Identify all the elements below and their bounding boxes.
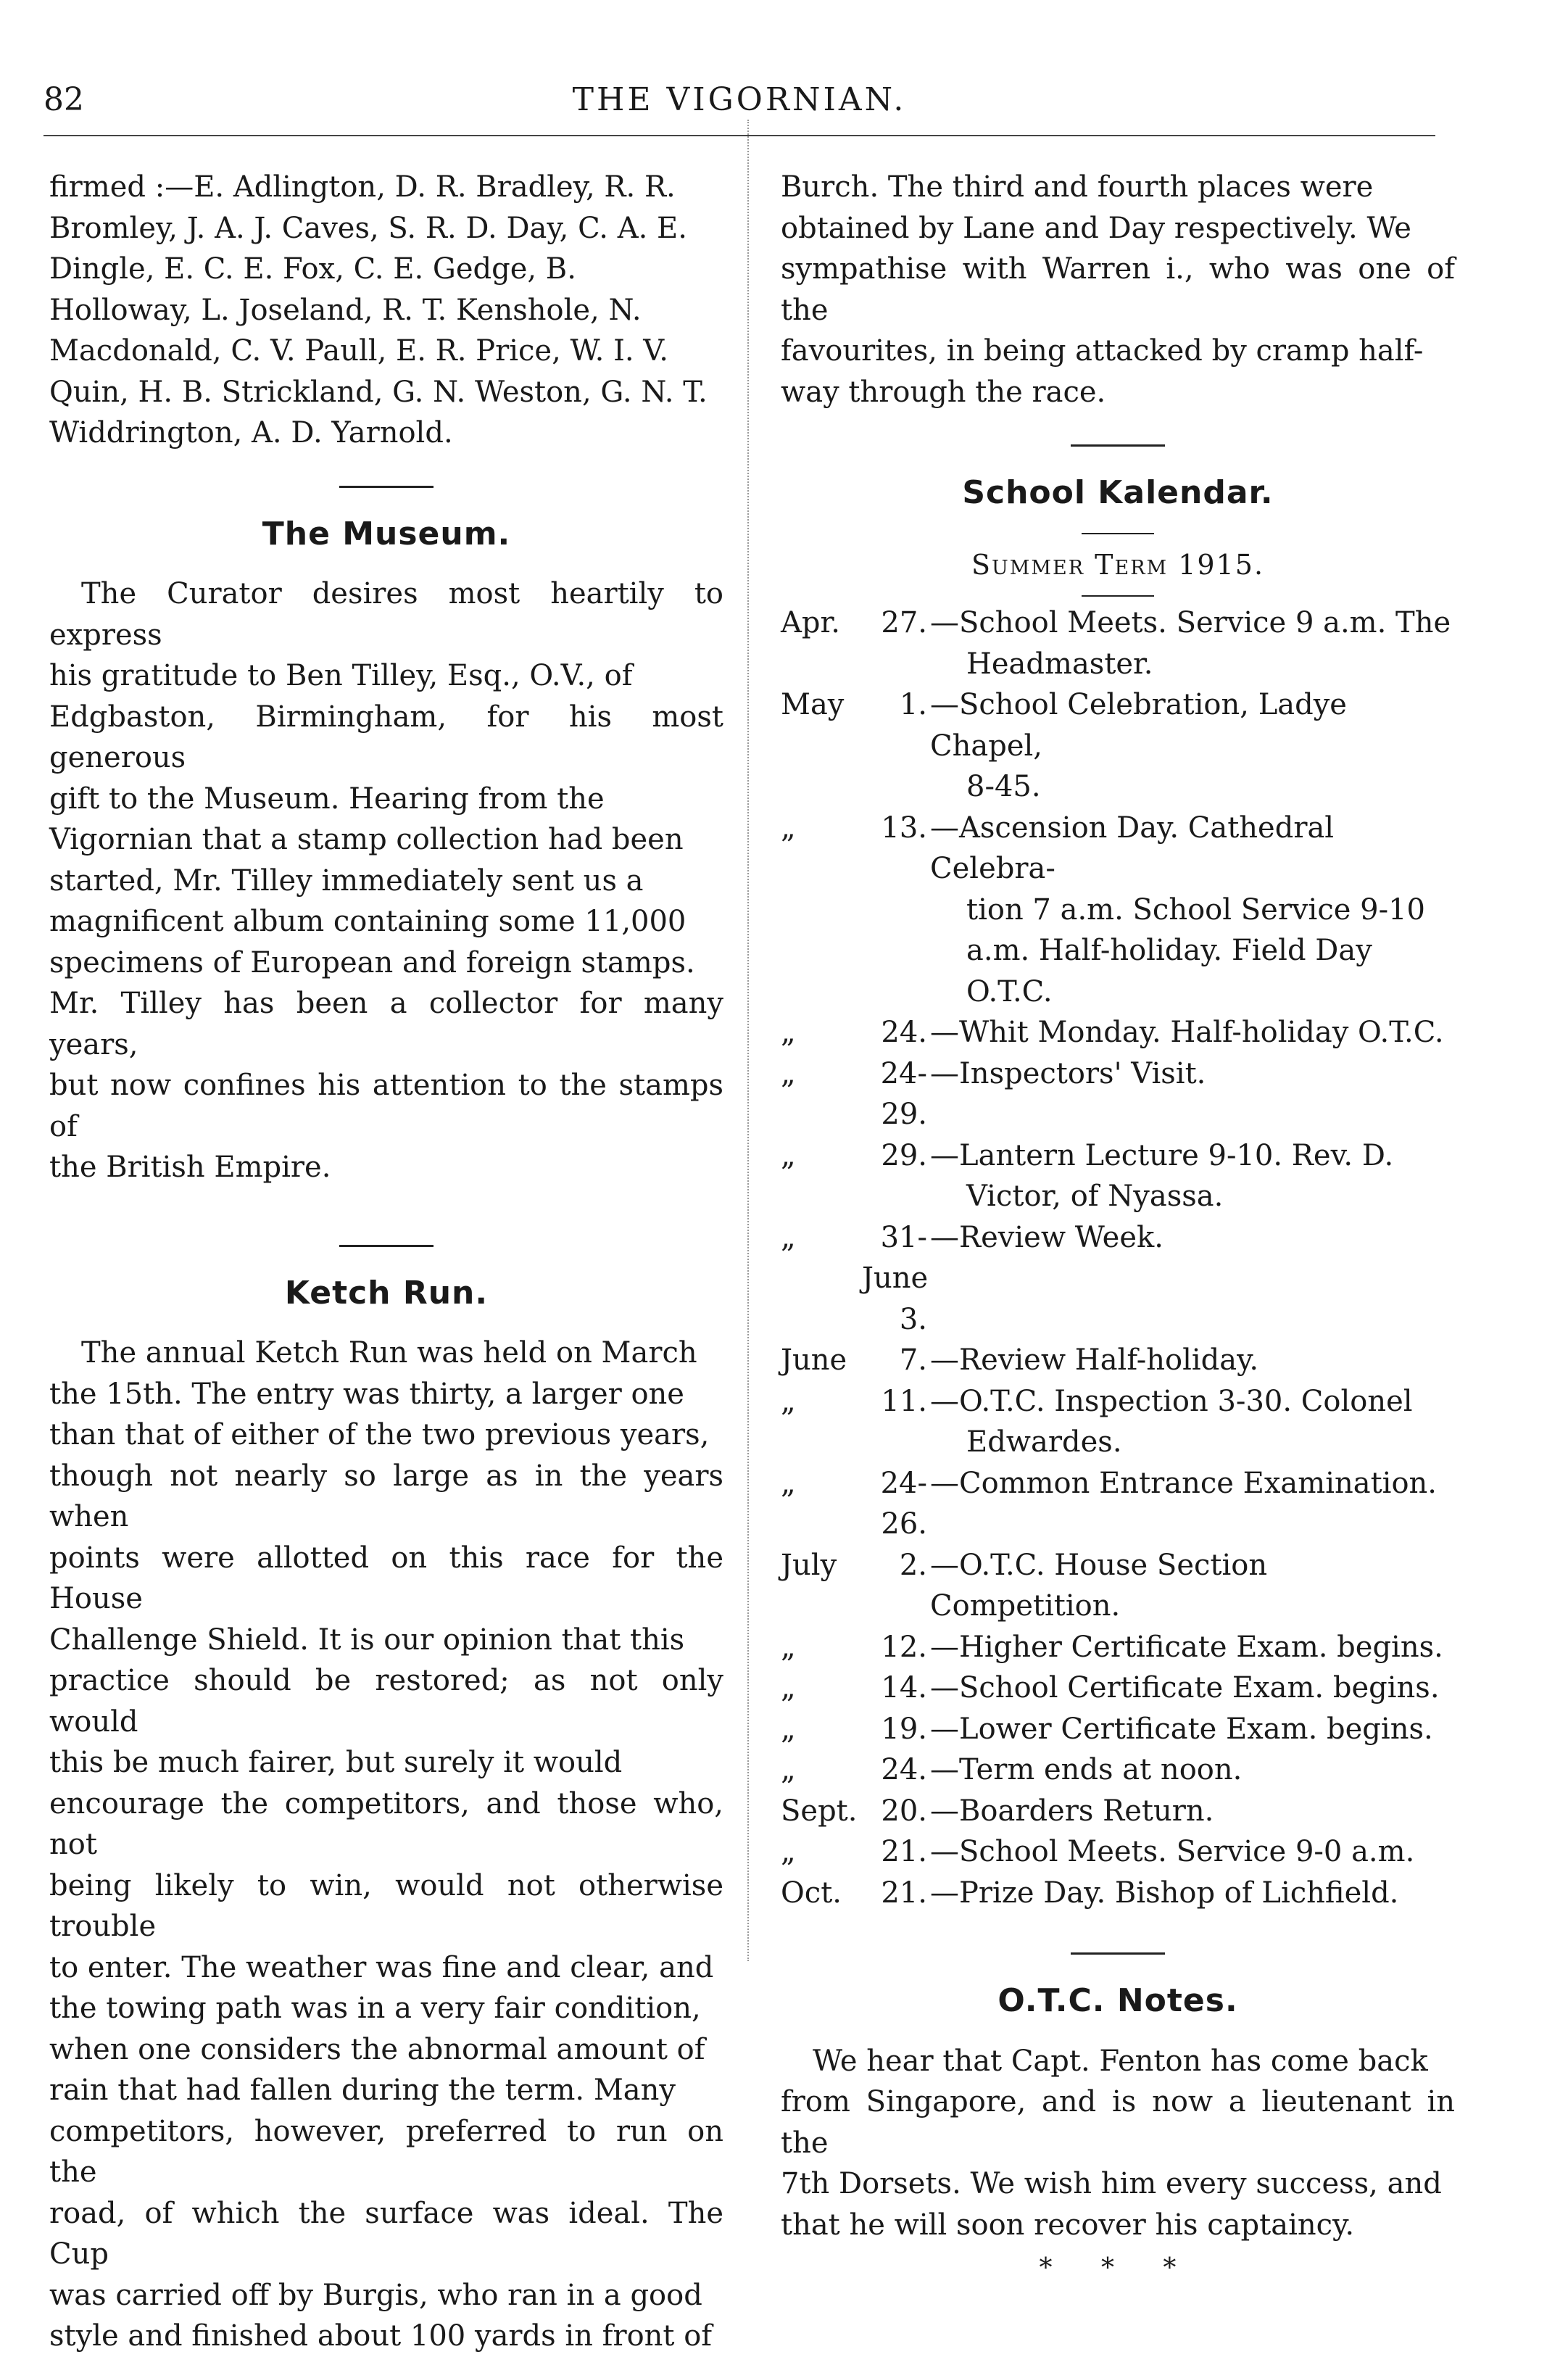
calendar-event: —School Certificate Exam. begins. — [930, 1671, 1440, 1704]
calendar-month: „ — [781, 1753, 796, 1786]
calendar-entry — [781, 1381, 1455, 1422]
text-line: The Curator desires most heartily to express — [49, 577, 723, 652]
text-line: way through the race. — [781, 375, 1106, 409]
text-line: Burch. The third and fourth places were — [781, 170, 1374, 204]
text-line: that he will soon recover his captaincy. — [781, 2208, 1355, 2242]
calendar-month: „ — [781, 1220, 796, 1254]
right-column — [781, 167, 1455, 2290]
calendar-event-continuation: Victor, of Nyassa. — [966, 1180, 1224, 1213]
calendar-day: 24. — [881, 1016, 927, 1049]
calendar-entry — [781, 1463, 1455, 1545]
calendar-day: 29. — [881, 1138, 927, 1172]
calendar-day: 11. — [881, 1384, 927, 1418]
calendar-event: —Review Half-holiday. — [930, 1343, 1259, 1377]
calendar-entry — [781, 684, 1455, 766]
calendar-day: 2. — [899, 1548, 927, 1582]
calendar-event: —School Meets. Service 9 a.m. The — [930, 606, 1451, 639]
section-rule — [339, 1245, 434, 1247]
museum-article — [49, 573, 723, 1188]
text-line: started, Mr. Tilley immediately sent us a — [49, 863, 644, 898]
ketch-run-article — [49, 1333, 723, 2357]
text-line: specimens of European and foreign stamps. — [49, 945, 695, 979]
text-line: Bromley, J. A. J. Caves, S. R. D. Day, C. A. E. — [49, 211, 687, 245]
text-line: than that of either of the two previous years, — [49, 1418, 710, 1451]
calendar-month: Oct. — [781, 1876, 842, 1910]
calendar-event: —Whit Monday. Half-holiday O.T.C. — [930, 1016, 1444, 1049]
calendar-event: —Boarders Return. — [930, 1794, 1214, 1828]
calendar-event: —Common Entrance Examination. — [930, 1466, 1438, 1500]
section-rule — [1082, 595, 1154, 597]
calendar-day: 24-29. — [880, 1056, 927, 1131]
calendar-day: 19. — [881, 1712, 927, 1746]
calendar-entry — [781, 1791, 1455, 1832]
calendar-event: —Higher Certificate Exam. begins. — [930, 1630, 1443, 1664]
calendar-entry — [781, 1135, 1455, 1177]
text-line: encourage the competitors, and those who, not — [49, 1786, 723, 1861]
text-line: but now confines his attention to the stamps of — [49, 1069, 723, 1143]
calendar-month: „ — [781, 811, 796, 845]
calendar-month: June — [781, 1343, 847, 1377]
text-line: though not nearly so large as in the years when — [49, 1459, 723, 1533]
calendar-month: „ — [781, 1671, 796, 1704]
calendar-entry — [781, 1545, 1455, 1627]
ketch-run-heading: Ketch Run. — [284, 1274, 489, 1312]
text-line: his gratitude to Ben Tilley, Esq., O.V., of — [49, 659, 633, 692]
calendar-month: „ — [781, 1835, 796, 1868]
text-line: favourites, in being attacked by cramp half- — [781, 334, 1424, 368]
text-line: Challenge Shield. It is our opinion that this — [49, 1623, 685, 1657]
calendar-month: „ — [781, 1466, 796, 1500]
calendar-month: July — [781, 1548, 837, 1582]
calendar-entry — [781, 1217, 1455, 1341]
ketch-run-continuation — [781, 167, 1455, 413]
calendar-list — [781, 602, 1455, 1913]
calendar-event-continuation: O.T.C. — [966, 974, 1053, 1008]
calendar-event: —School Meets. Service 9-0 a.m. — [930, 1835, 1415, 1868]
calendar-event: —Lantern Lecture 9-10. Rev. D. — [930, 1138, 1394, 1172]
section-rule — [1071, 1952, 1165, 1955]
calendar-entry — [781, 1627, 1455, 1668]
term-subheading: Summer Term 1915. — [971, 548, 1265, 581]
calendar-entry — [781, 1053, 1455, 1135]
otc-notes-heading: O.T.C. Notes. — [997, 1982, 1238, 2019]
text-line: Vigornian that a stamp collection had been — [49, 823, 684, 856]
text-line: Holloway, L. Joseland, R. T. Kenshole, N. — [49, 293, 642, 327]
text-line: to enter. The weather was fine and clear, and — [49, 1950, 714, 1984]
calendar-day: 31-June 3. — [862, 1220, 929, 1336]
calendar-month: Apr. — [781, 606, 840, 639]
text-line: the 15th. The entry was thirty, a larger one — [49, 1377, 684, 1411]
text-line: Dingle, E. C. E. Fox, C. E. Gedge, B. — [49, 252, 576, 286]
text-line: obtained by Lane and Day respectively. We — [781, 211, 1411, 245]
calendar-entry — [781, 1873, 1455, 1914]
text-line: magnificent album containing some 11,000 — [49, 905, 686, 938]
calendar-entry — [781, 602, 1455, 644]
museum-heading: The Museum. — [262, 515, 511, 552]
text-line: sympathise with Warren i., who was one of the — [781, 252, 1455, 327]
text-line: Mr. Tilley has been a collector for many years, — [49, 987, 723, 1061]
text-line: was carried off by Burgis, who ran in a good — [49, 2278, 702, 2312]
calendar-day: 21. — [881, 1835, 927, 1868]
text-line: competitors, however, preferred to run on the — [49, 2114, 723, 2189]
text-line: the towing path was in a very fair condition, — [49, 1992, 701, 2025]
text-line: We hear that Capt. Fenton has come back — [813, 2044, 1428, 2078]
left-column — [49, 167, 723, 2357]
text-line: style and finished about 100 yards in front of — [49, 2319, 713, 2353]
calendar-month: May — [781, 688, 845, 721]
calendar-event: —O.T.C. House Section Competition. — [930, 1548, 1268, 1623]
calendar-event: —Term ends at noon. — [930, 1753, 1243, 1786]
header-rule — [43, 135, 1435, 136]
text-line: Quin, H. B. Strickland, G. N. Weston, G. N. T. — [49, 375, 708, 409]
calendar-event-continuation: tion 7 a.m. School Service 9-10 — [966, 892, 1425, 927]
calendar-month: „ — [781, 1384, 796, 1418]
calendar-day: 7. — [899, 1343, 927, 1377]
calendar-day: 20. — [881, 1794, 927, 1828]
calendar-day: 24-26. — [880, 1466, 927, 1541]
kalendar-heading: School Kalendar. — [962, 474, 1274, 511]
section-rule — [339, 486, 434, 488]
text-line: when one considers the abnormal amount of — [49, 2032, 705, 2066]
calendar-day: 12. — [881, 1630, 927, 1664]
calendar-month: „ — [781, 1138, 796, 1172]
text-line: rain that had fallen during the term. Many — [49, 2074, 676, 2107]
calendar-entry — [781, 808, 1455, 890]
running-header — [43, 81, 1435, 125]
otc-notes-article — [781, 2041, 1455, 2246]
text-line: gift to the Museum. Hearing from the — [49, 782, 605, 816]
calendar-event: —School Celebration, Ladye Chapel, — [930, 688, 1347, 763]
column-divider — [747, 120, 749, 1961]
running-title: THE VIGORNIAN. — [572, 81, 907, 118]
calendar-entry — [781, 1709, 1455, 1750]
calendar-entry — [781, 1749, 1455, 1791]
calendar-day: 14. — [881, 1671, 927, 1704]
text-line: Widdrington, A. D. Yarnold. — [49, 416, 453, 450]
calendar-event: —Prize Day. Bishop of Lichfield. — [930, 1876, 1399, 1910]
calendar-event: —Ascension Day. Cathedral Celebra- — [930, 811, 1335, 885]
calendar-day: 13. — [881, 811, 927, 845]
text-line: firmed :—E. Adlington, D. R. Bradley, R. R. — [49, 170, 676, 204]
text-line: The annual Ketch Run was held on March — [81, 1336, 697, 1370]
calendar-entry — [781, 1012, 1455, 1053]
calendar-month: „ — [781, 1712, 796, 1746]
calendar-day: 1. — [899, 688, 927, 721]
text-line: being likely to win, would not otherwise trouble — [49, 1868, 723, 1943]
name-list — [49, 167, 723, 454]
calendar-event: —Review Week. — [930, 1220, 1163, 1254]
text-line: road, of which the surface was ideal. The Cup — [49, 2196, 723, 2271]
end-stars: * * * — [1039, 2253, 1197, 2283]
calendar-month: „ — [781, 1016, 796, 1049]
calendar-day: 27. — [881, 606, 927, 639]
calendar-event-continuation: 8-45. — [966, 770, 1041, 803]
calendar-day: 21. — [881, 1876, 927, 1910]
text-line: Edgbaston, Birmingham, for his most generous — [49, 700, 723, 774]
text-line: the British Empire. — [49, 1151, 331, 1184]
text-line: 7th Dorsets. We wish him every success, and — [781, 2167, 1442, 2200]
page-number: 82 — [43, 81, 84, 118]
text-line: from Singapore, and is now a lieutenant in the — [781, 2085, 1455, 2160]
section-rule — [1082, 533, 1154, 534]
calendar-entry — [781, 1668, 1455, 1709]
calendar-event: —O.T.C. Inspection 3-30. Colonel — [930, 1384, 1413, 1418]
section-rule — [1071, 444, 1165, 447]
calendar-month: Sept. — [781, 1794, 858, 1828]
calendar-entry — [781, 1831, 1455, 1873]
calendar-event-continuation: Edwardes. — [966, 1425, 1122, 1459]
calendar-event-continuation: Headmaster. — [966, 647, 1153, 681]
text-line: this be much fairer, but surely it would — [49, 1746, 623, 1779]
calendar-entry — [781, 1340, 1455, 1381]
text-line: Macdonald, C. V. Paull, E. R. Price, W. I. V. — [49, 334, 668, 368]
calendar-month: „ — [781, 1056, 796, 1090]
calendar-event-continuation: a.m. Half-holiday. Field Day — [966, 934, 1372, 967]
calendar-event: —Inspectors' Visit. — [930, 1056, 1206, 1090]
calendar-month: „ — [781, 1630, 796, 1664]
calendar-event: —Lower Certificate Exam. begins. — [930, 1712, 1433, 1746]
text-line: practice should be restored; as not only would — [49, 1664, 723, 1739]
calendar-day: 24. — [881, 1753, 927, 1786]
text-line: points were allotted on this race for the House — [49, 1541, 723, 1615]
